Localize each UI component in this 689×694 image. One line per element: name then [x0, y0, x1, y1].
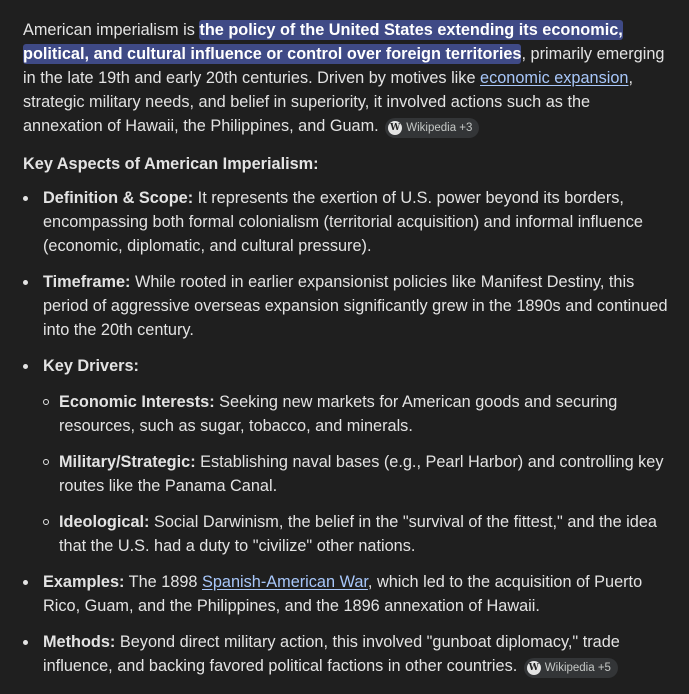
sub-item-ideological [43, 510, 668, 558]
source-chip-intro[interactable] [385, 118, 479, 138]
intro-suffix: , strategic military needs, and belief in superiority, it involved actions such as the annexation of Hawaii, the Philippines, and Guam. [23, 69, 633, 135]
term-definition: Definition & Scope: [43, 189, 194, 207]
response-content [23, 18, 668, 690]
list-item-methods [23, 630, 668, 678]
term-economic: Economic Interests: [59, 393, 215, 411]
term-key-drivers: Key Drivers: [43, 357, 139, 375]
text-definition: It represents the exertion of U.S. power beyond its borders, encompassing both formal colonialism (territorial acquisition) and informal influence (economic, diplomatic, and cultural pressure). [43, 189, 643, 255]
text-ideological: Social Darwinism, the belief in the "survival of the fittest," and the idea that the U.S. had a duty to "civilize" other nations. [59, 513, 657, 555]
term-timeframe: Timeframe: [43, 273, 131, 291]
term-methods: Methods: [43, 633, 116, 651]
spanish-american-war-link[interactable]: Spanish-American War [202, 573, 368, 591]
term-ideological: Ideological: [59, 513, 150, 531]
text-timeframe: While rooted in earlier expansionist policies like Manifest Destiny, this period of aggressive overseas expansion significantly grew in the 1890s and continued into the 20th century. [43, 273, 668, 339]
section-heading: Key Aspects of American Imperialism: [23, 155, 319, 173]
text-economic: Seeking new markets for American goods and securing resources, such as sugar, tobacco, and minerals. [59, 393, 618, 435]
bullet-dot [23, 640, 28, 645]
bullet-dot [23, 196, 28, 201]
sub-bullet-circle [43, 459, 49, 465]
sub-item-economic [43, 390, 668, 438]
drivers-sublist [43, 390, 668, 558]
sub-bullet-circle [43, 399, 49, 405]
text-examples-before: The 1898 [124, 573, 203, 591]
text-examples-after: , which led to the acquisition of Puerto Rico, Guam, and the Philippines, and the 1896 annexation of Hawaii. [43, 573, 643, 615]
sub-item-military [43, 450, 668, 498]
aspects-list [23, 186, 668, 678]
intro-prefix: American imperialism is [23, 21, 200, 39]
intro-paragraph [23, 18, 668, 138]
sub-bullet-circle [43, 519, 49, 525]
bullet-dot [23, 280, 28, 285]
list-item-timeframe [23, 270, 668, 342]
list-item-definition [23, 186, 668, 258]
source-chip-label: Wikipedia +5 [544, 662, 611, 674]
list-item-key-drivers [23, 354, 668, 558]
intro-highlight[interactable]: the policy of the United States extending its economic, political, and cultural influence or control over foreign territories [23, 21, 623, 63]
source-chip-methods[interactable] [524, 658, 618, 678]
term-military: Military/Strategic: [59, 453, 196, 471]
list-item-examples [23, 570, 668, 618]
bullet-dot [23, 364, 28, 369]
source-chip-label: Wikipedia +3 [406, 122, 473, 134]
wikipedia-icon: W [528, 663, 539, 673]
text-military: Establishing naval bases (e.g., Pearl Harbor) and controlling key routes like the Panama Canal. [59, 453, 664, 495]
economic-expansion-link[interactable]: economic expansion [480, 69, 629, 87]
intro-middle: , primarily emerging in the late 19th and early 20th centuries. Driven by motives like [23, 45, 665, 87]
term-examples: Examples: [43, 573, 125, 591]
wikipedia-icon: W [390, 123, 401, 133]
text-methods: Beyond direct military action, this involved "gunboat diplomacy," trade influence, and backing favored political factions in other countries. [43, 633, 620, 675]
bullet-dot [23, 580, 28, 585]
